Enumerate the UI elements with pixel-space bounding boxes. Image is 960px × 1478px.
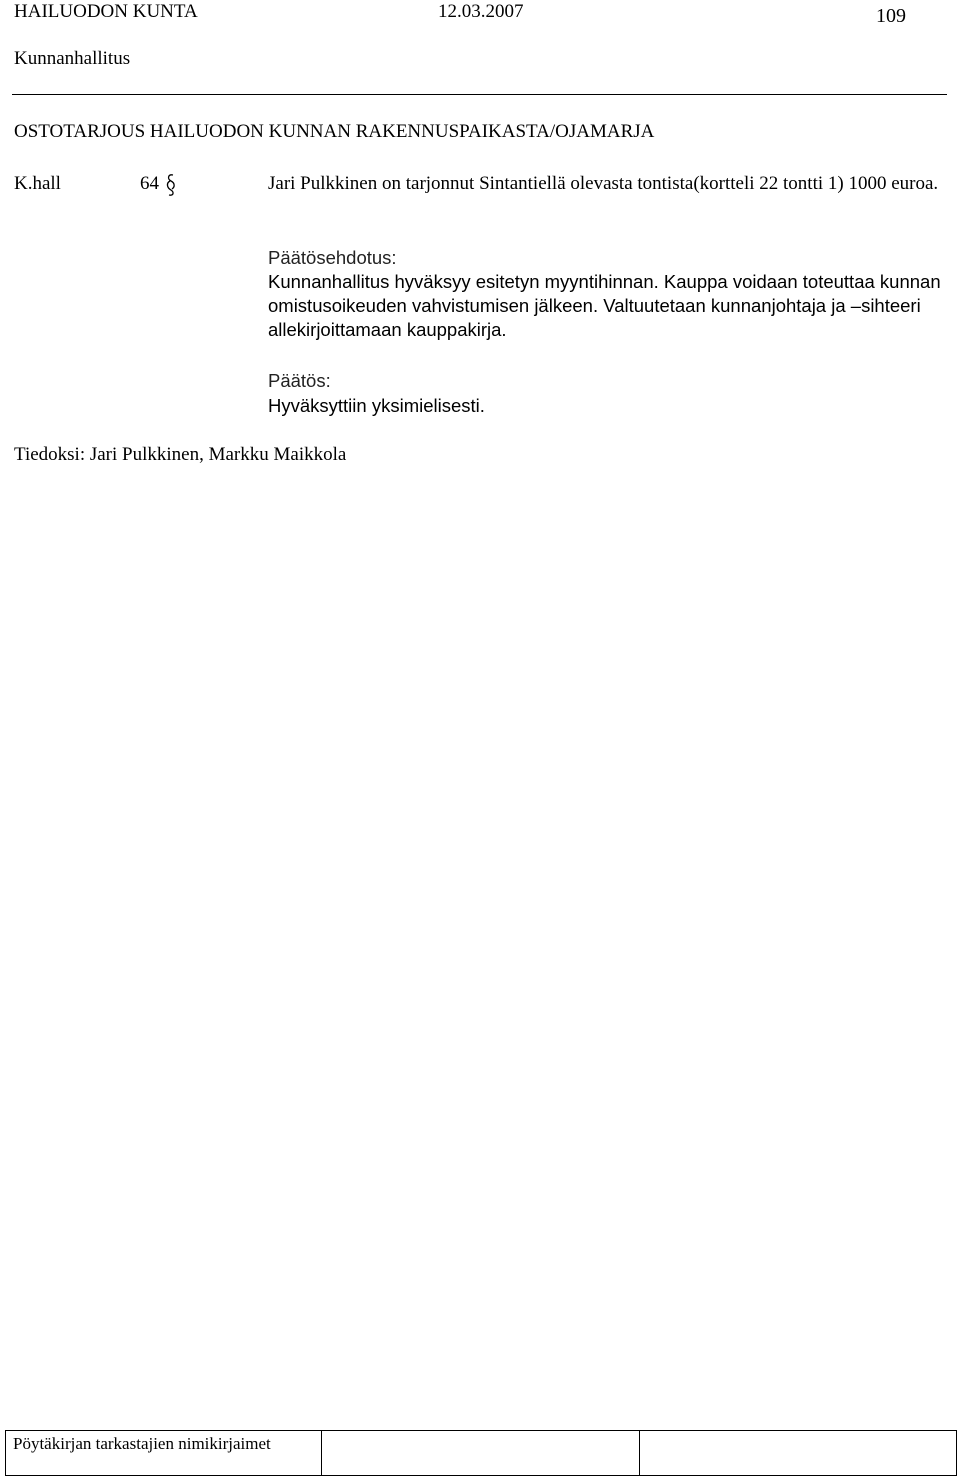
page-number: 109 (876, 5, 906, 27)
proposal-label: Päätösehdotus: (268, 247, 397, 268)
section-reference: K.hall (14, 173, 61, 194)
initials-cell (639, 1431, 640, 1475)
governing-body: Kunnanhallitus (14, 48, 131, 69)
decision-label: Päätös: (268, 370, 331, 391)
section-title: OSTOTARJOUS HAILUODON KUNNAN RAKENNUSPAIKASTA/OJAMARJA (14, 121, 655, 142)
municipality-name: HAILUODON KUNTA (14, 1, 198, 22)
inspector-initials-label: Pöytäkirjan tarkastajien nimikirjaimet (13, 1434, 271, 1453)
initials-cell (321, 1431, 322, 1475)
paragraph-sign-icon (164, 172, 178, 198)
matter-description: Jari Pulkkinen on tarjonnut Sintantiellä olevasta tontista(kortteli 22 tontti 1) 1000 euroa. (268, 173, 939, 194)
distribution-line: Tiedoksi: Jari Pulkkinen, Markku Maikkola (14, 444, 347, 465)
header-divider (12, 94, 947, 95)
meeting-date: 12.03.2007 (438, 1, 524, 22)
proposal-text: Kunnanhallitus hyväksyy esitetyn myyntihinnan. Kauppa voidaan toteuttaa kunnan omistusoikeuden vahvistumisen jälkeen. Valtuutetaan kunnanjohtaja ja –sihteeri allekirjoittamaan kauppakirja. (268, 271, 941, 340)
inspector-initials-table (5, 1430, 957, 1476)
decision-text: Hyväksyttiin yksimielisesti. (268, 395, 485, 416)
section-number: 64 (140, 173, 159, 194)
